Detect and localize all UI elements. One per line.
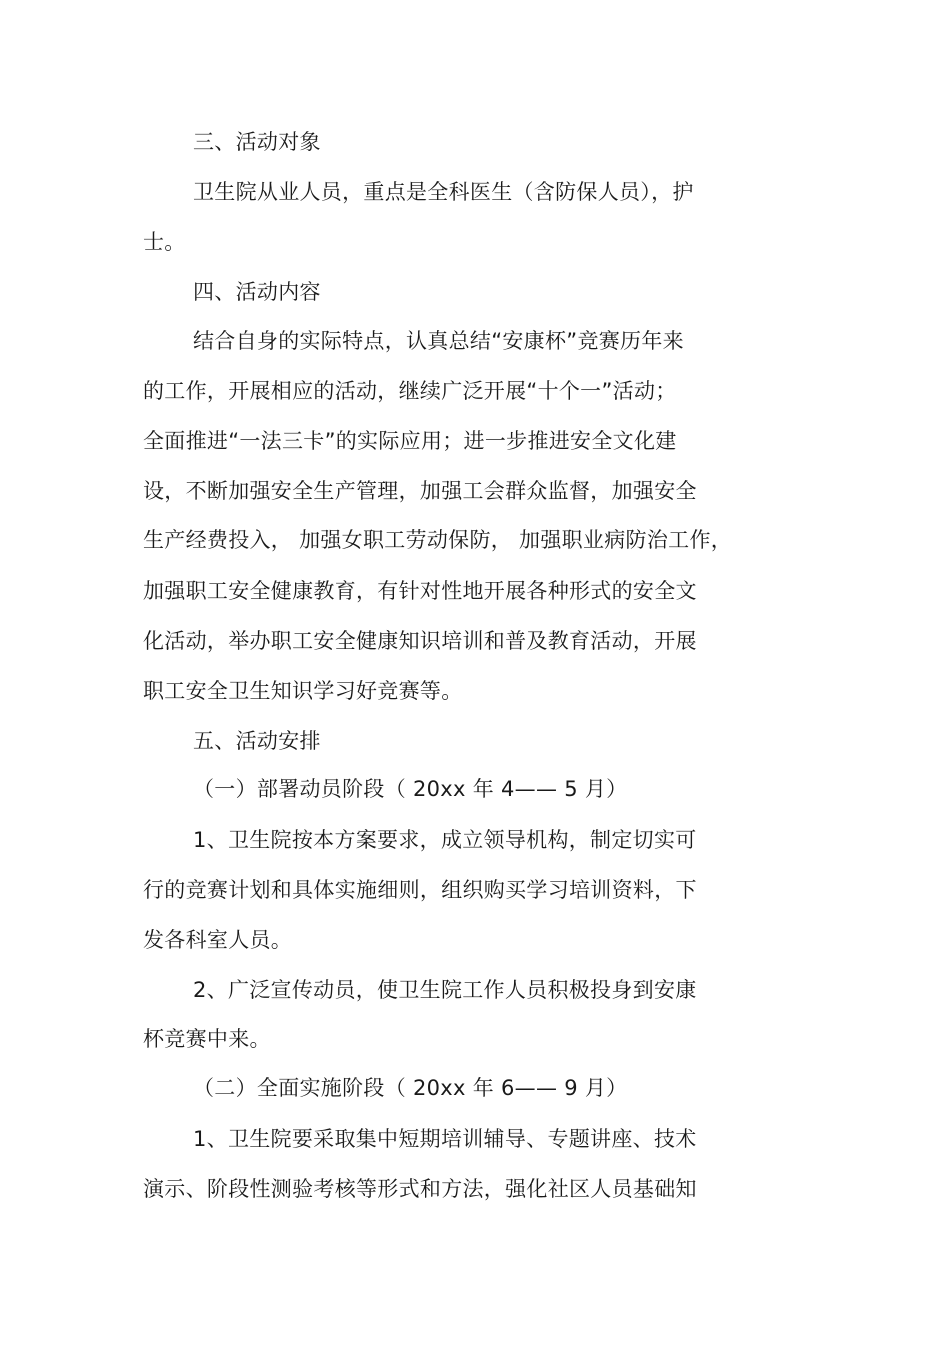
paragraph-line: 生产经费投入， 加强女职工劳动保防， 加强职业病防治工作， <box>143 528 733 552</box>
subsection-heading-phase-two: （二）全面实施阶段（ 20xx 年 6—— 9 月） <box>193 1076 628 1100</box>
paragraph-line: 职工安全卫生知识学习好竞赛等。 <box>143 679 463 703</box>
paragraph-line: 卫生院从业人员，重点是全科医生（含防保人员），护 <box>193 180 694 204</box>
section-heading-activity-schedule: 五、活动安排 <box>193 729 321 753</box>
paragraph-line: 2、广泛宣传动员，使卫生院工作人员积极投身到安康 <box>193 978 697 1002</box>
paragraph-line: 全面推进“一法三卡”的实际应用；进一步推进安全文化建 <box>143 429 677 453</box>
paragraph-line: 1、卫生院按本方案要求，成立领导机构，制定切实可 <box>193 828 697 852</box>
paragraph-line: 杯竞赛中来。 <box>143 1027 271 1051</box>
subsection-heading-phase-one: （一）部署动员阶段（ 20xx 年 4—— 5 月） <box>193 777 628 801</box>
paragraph-line: 的工作，开展相应的活动，继续广泛开展“十个一”活动； <box>143 379 677 403</box>
paragraph-line: 1、卫生院要采取集中短期培训辅导、专题讲座、技术 <box>193 1127 697 1151</box>
paragraph-line: 化活动，举办职工安全健康知识培训和普及教育活动，开展 <box>143 629 697 653</box>
paragraph-line: 士。 <box>143 230 186 254</box>
paragraph-line: 行的竞赛计划和具体实施细则，组织购买学习培训资料，下 <box>143 878 697 902</box>
paragraph-line: 演示、阶段性测验考核等形式和方法，强化社区人员基础知 <box>143 1177 697 1201</box>
section-heading-activity-content: 四、活动内容 <box>193 280 321 304</box>
paragraph-line: 加强职工安全健康教育，有针对性地开展各种形式的安全文 <box>143 579 697 603</box>
section-heading-activity-target: 三、活动对象 <box>193 130 321 154</box>
paragraph-line: 发各科室人员。 <box>143 928 293 952</box>
paragraph-line: 结合自身的实际特点，认真总结“安康杯”竞赛历年来 <box>193 329 684 353</box>
paragraph-line: 设，不断加强安全生产管理，加强工会群众监督，加强安全 <box>143 479 697 503</box>
